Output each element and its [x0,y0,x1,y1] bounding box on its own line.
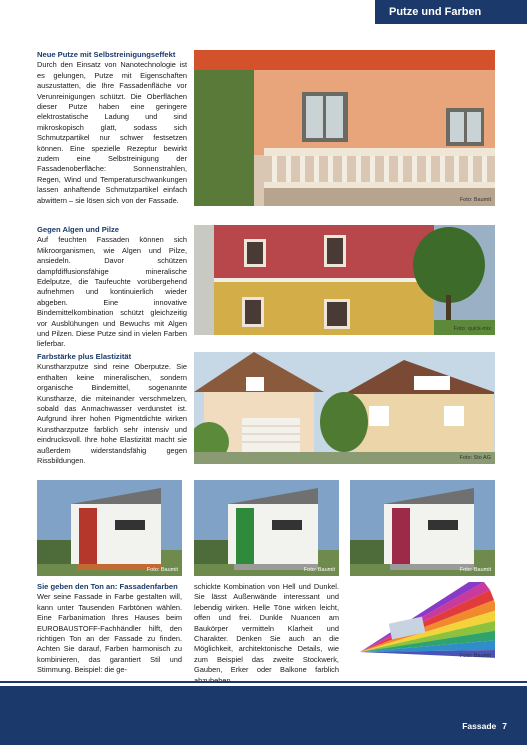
villa-balcony-illustration [194,50,495,206]
photo-credit: Foto: Baumit [303,567,335,573]
photo-credit: Foto: Baumit [146,567,178,573]
photo-villa-balcony [194,50,495,206]
footer-divider [0,681,527,683]
section-self-cleaning [37,50,187,206]
section-self-cleaning-body: Durch den Einsatz von Nanotechnologie ist es gelungen, Putze mit Eigenschaften auszustatten, die Ihre Fassadenfläche vor Verunreinigungen schützt. Die Oberflächen dieser Putze haben eine geringere elektrostatische Ladung und sind mikroskopisch glatt, sodass sich Schmutzpartikel nur schwer festsetzen können. Eine spezielle Rezeptur bewirkt zudem eine Selbstreinigung der Fassadenoberfläche: Sonnenstrahlen, Regen, Wind und Temperaturschwankungen lassen anhaftende Schmutzpartikel einfach abwittern – sie lösen sich von der Fassade. [37,60,187,205]
photo-house-green [194,480,339,576]
footer-band [0,686,527,745]
color-fan-illustration [350,582,495,662]
page-number: 7 [502,721,507,731]
photo-house-garage [194,352,495,464]
section-algae-title: Gegen Algen und Pilze [37,225,119,234]
house-green-illustration [194,480,339,576]
photo-colored-facade [194,225,495,335]
facade-accent [236,508,254,564]
photo-credit: Foto: Baumit [459,653,491,659]
section-algae-body: Auf feuchten Fassaden können sich Mikroorganismen, wie Algen und Pilze, ansiedeln. Davor schützen dampfdiffusionsfähige mineralische Edelputze, die Taufeuchte vorübergehend aufnehmen und kontinuierlich wieder abgeben. Eine innovative Bindemittelkombination schützt gleichzeitig vor Ausblühungen und Bewuchs mit Algen und Pilzen. Diese Putze sind in vielen Farben lieferbar. [37,235,187,349]
house-purple-illustration [350,480,495,576]
section-self-cleaning-title: Neue Putze mit Selbstreinigungseffekt [37,50,176,59]
house-garage-illustration [194,352,495,464]
photo-credit: Foto: Baumit [459,567,491,573]
section-header-tab [375,0,527,24]
facade-accent [392,508,410,564]
section-facade-colors-col1-body: Wer seine Fassade in Farbe gestalten will, kann unter Tausenden Farbtönen wählen. Eine Farbanimation Ihres Hauses beim EUROBAUSTOFF-Fachhändler hilft, den richtigen Ton an der Fassade zu finden. Achten Sie darauf, Farben harmonisch zu kombinieren, das garantiert Stil und Stimmung. Beispiel: die ge- [37,592,182,675]
photo-credit: Foto: Baumit [459,197,491,203]
section-algae [37,225,187,350]
section-color-strength [37,352,187,466]
photo-credit: Foto: Sto AG [459,455,491,461]
photo-credit: Foto: quick-mix [453,326,491,332]
colored-facade-illustration [194,225,495,335]
section-facade-colors-col2-body: schickte Kombination von Hell und Dunkel. Sie lässt Außenwände interessant und lebendig wirken. Helle Töne wirken leicht, offen und frei. Dunkle Nuancen am Baukörper vermitteln Klarheit und Charakter. Denken Sie auch an die Möglichkeit, architektonische Details, wie zum Beispiel das zweite Stockwerk, Gauben, Erker oder Balkone farblich [194,582,339,675]
photo-color-fan [350,582,495,662]
photo-house-purple [350,480,495,576]
section-facade-colors-col1 [37,582,182,676]
footer [462,721,507,731]
facade-accent [79,508,97,564]
section-header-title: Putze und Farben [389,6,482,18]
house-red-illustration [37,480,182,576]
section-facade-colors-title: Sie geben den Ton an: Fassadenfarben [37,582,178,591]
photo-house-red [37,480,182,576]
section-facade-colors-col2 [194,582,339,686]
footer-label: Fassade [462,721,497,731]
section-color-strength-title: Farbstärke plus Elastizität [37,352,132,361]
section-color-strength-body: Kunstharzputze sind reine Oberputze. Sie enthalten keine mineralischen, sondern organische Bindemittel, sogenannte Kunstharze, die miteinander verschmelzen, sobald das Anmachwasser verdunstet ist. Aufgrund ihrer hohen Pigmentdichte wirken Kunstharzputze farblich sehr intensiv und eindrucksvoll. Ihre hohe Elastizität macht sie außerdem widerstandsfähig gegen Rissbildungen. [37,362,187,466]
